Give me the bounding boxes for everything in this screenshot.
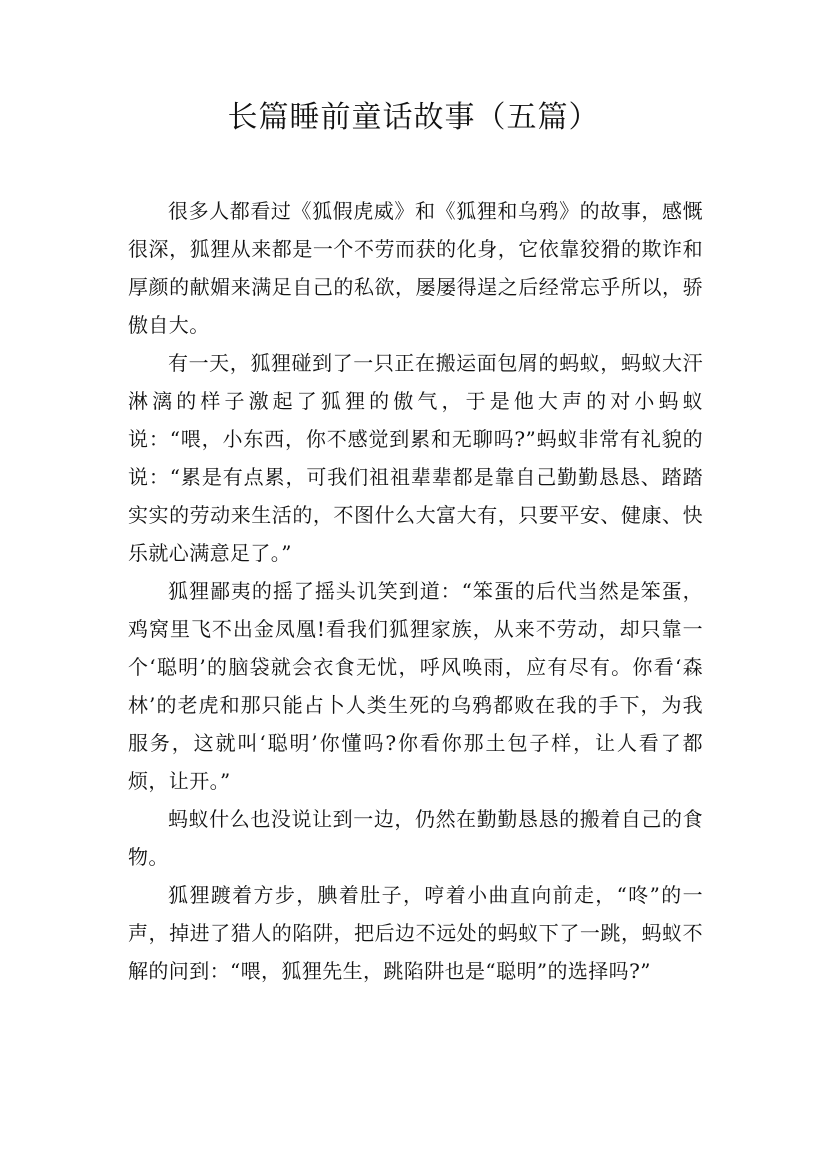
document-body <box>128 192 703 990</box>
document-title: 长篇睡前童话故事（五篇） <box>227 100 600 135</box>
paragraph-2: 有一天，狐狸碰到了一只正在搬运面包屑的蚂蚁，蚂蚁大汗淋漓的样子激起了狐狸的傲气，于是他大声的对小蚂蚁说：“喂，小东西，你不感觉到累和无聊吗?”蚂蚁非常有礼貌的说：“累是有点累，可我们祖祖辈辈都是靠自己勤勤恳恳、踏踏实实的劳动来生活的，不图什么大富大有，只要平安、健康、快乐就心满意足了。” <box>128 351 703 565</box>
paragraph-3: 狐狸鄙夷的摇了摇头讥笑到道：“笨蛋的后代当然是笨蛋，鸡窝里飞不出金凤凰!看我们狐狸家族，从来不劳动，却只靠一个‘聪明’的脑袋就会衣食无忧，呼风唤雨，应有尽有。你看‘森林’的老虎和那只能占卜人类生死的乌鸦都败在我的手下，为我服务，这就叫‘聪明’你懂吗?你看你那土包子样，让人看了都烦，让开。” <box>128 579 703 793</box>
paragraph-1: 很多人都看过《狐假虎威》和《狐狸和乌鸦》的故事，感慨很深，狐狸从来都是一个不劳而获的化身，它依靠狡猾的欺诈和厚颜的献媚来满足自己的私欲，屡屡得逞之后经常忘乎所以，骄傲自大。 <box>128 199 703 337</box>
paragraph-5: 狐狸踱着方步，腆着肚子，哼着小曲直向前走，“咚”的一声，掉进了猎人的陷阱，把后边不远处的蚂蚁下了一跳，蚂蚁不解的问到：“喂，狐狸先生，跳陷阱也是“聪明”的选择吗?” <box>128 883 703 983</box>
paragraph-4: 蚂蚁什么也没说让到一边，仍然在勤勤恳恳的搬着自己的食物。 <box>128 807 703 869</box>
